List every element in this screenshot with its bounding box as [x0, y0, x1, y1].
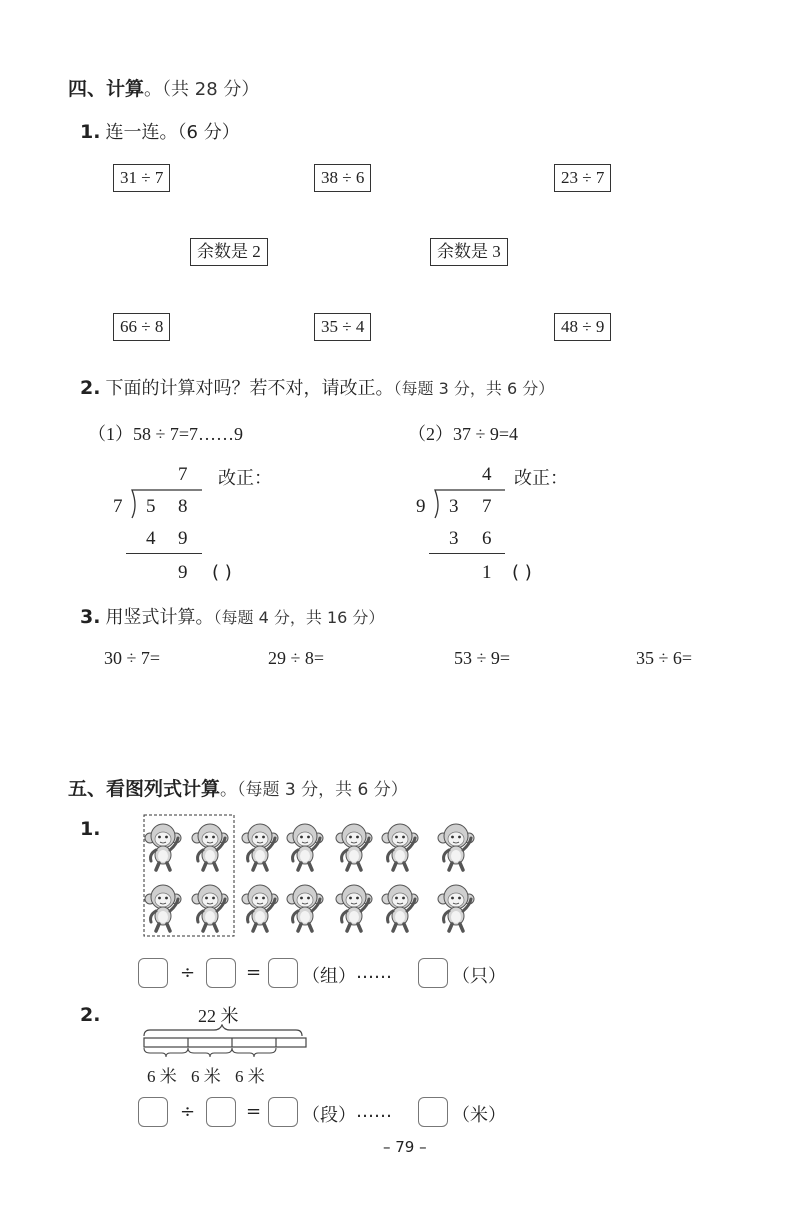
q3-note: （每题 4 分，共 16 分）	[213, 608, 385, 627]
ld2-quotient: 4	[482, 464, 492, 485]
s5-q1-answer-dividend[interactable]	[138, 958, 168, 988]
page-number: – 79 –	[383, 1138, 427, 1156]
q2-item1-label: （1）58 ÷ 7=7……9	[88, 424, 244, 444]
match-box-31-7[interactable]: 31 ÷ 7	[113, 164, 170, 192]
ld2-product-tens: 3	[449, 528, 459, 549]
monkey-7	[438, 824, 474, 870]
rope-total-brace	[144, 1025, 302, 1036]
q2-heading	[80, 374, 554, 400]
section-5-heading	[68, 774, 408, 801]
monkey-grid	[142, 813, 482, 939]
q3-title: 用竖式计算。	[105, 607, 214, 628]
monkey-13	[382, 885, 418, 931]
match-box-48-9[interactable]: 48 ÷ 9	[554, 313, 611, 341]
s5-q1-answer-quotient[interactable]	[268, 958, 298, 988]
ld2-dividend-ones: 7	[482, 496, 492, 517]
s5-q1-dots: ……	[356, 962, 392, 983]
ld2-answer-paren[interactable]: ( )	[512, 562, 532, 583]
q2-number: 2.	[80, 377, 101, 399]
ld1-product-tens: 4	[146, 528, 156, 549]
s5-q2-answer-divisor[interactable]	[206, 1097, 236, 1127]
ld1-divisor: 7	[113, 496, 123, 517]
section-4-title: 四、计算	[68, 78, 145, 100]
segment-label-2: 6 米	[191, 1067, 221, 1086]
monkey-9	[192, 885, 228, 931]
match-box-66-8[interactable]: 66 ÷ 8	[113, 313, 170, 341]
ld2-remainder: 1	[482, 562, 492, 583]
s5-q1-number: 1.	[80, 818, 101, 840]
q1-number: 1.	[80, 121, 101, 143]
ld2-product-ones: 6	[482, 528, 492, 549]
q3-problem-4[interactable]: 35 ÷ 6=	[636, 648, 693, 668]
q1-heading	[80, 118, 240, 144]
ld2-dividend-tens: 3	[449, 496, 459, 517]
match-box-23-7[interactable]: 23 ÷ 7	[554, 164, 611, 192]
s5-q2-number: 2.	[80, 1004, 101, 1026]
monkey-8	[145, 885, 181, 931]
q3-heading	[80, 603, 384, 629]
segment-brace-3	[232, 1048, 276, 1057]
monkey-1	[145, 824, 181, 870]
match-box-remainder-2[interactable]: 余数是 2	[190, 238, 268, 266]
s5-q1-unit-groups: （组）	[302, 966, 356, 987]
q2-title: 下面的计算对吗？若不对，请改正。	[105, 378, 394, 399]
segment-label-3: 6 米	[235, 1067, 265, 1086]
q2-note: （每题 3 分，共 6 分）	[393, 379, 555, 398]
s5-q1-answer-remainder[interactable]	[418, 958, 448, 988]
ld2-bracket	[425, 488, 515, 520]
s5-q2-unit-meters: （米）	[452, 1105, 506, 1126]
segment-brace-2	[188, 1048, 232, 1057]
ld1-quotient: 7	[178, 464, 188, 485]
monkey-12	[336, 885, 372, 931]
s5-q2-answer-dividend[interactable]	[138, 1097, 168, 1127]
ld1-product-ones: 9	[178, 528, 188, 549]
ld1-answer-paren[interactable]: ( )	[212, 562, 232, 583]
s5-q1-equals-sign: =	[246, 962, 262, 983]
monkey-6	[382, 824, 418, 870]
monkey-14	[438, 885, 474, 931]
ld1-remainder: 9	[178, 562, 188, 583]
s5-q2-unit-segments: （段）	[302, 1105, 356, 1126]
section-4-suffix: 。（共 28 分）	[144, 79, 260, 100]
s5-q2-dots: ……	[356, 1101, 392, 1122]
section-5-title: 五、看图列式计算	[68, 778, 221, 800]
q3-problem-3[interactable]: 53 ÷ 9=	[454, 648, 511, 668]
q1-title: 连一连。（6 分）	[105, 122, 240, 143]
monkey-4	[287, 824, 323, 870]
section-5-suffix: 。（每题 3 分，共 6 分）	[220, 780, 408, 800]
monkey-3	[242, 824, 278, 870]
monkey-5	[336, 824, 372, 870]
q3-problem-1[interactable]: 30 ÷ 7=	[104, 648, 161, 668]
segment-label-1: 6 米	[147, 1067, 177, 1086]
ld1-correction-label: 改正：	[218, 468, 272, 489]
ld2-correction-label: 改正：	[514, 468, 568, 489]
rope-bar	[144, 1038, 306, 1047]
segment-brace-1	[144, 1048, 188, 1057]
ld2-divisor: 9	[416, 496, 426, 517]
s5-q2-divide-sign: ÷	[180, 1101, 196, 1122]
s5-q1-answer-divisor[interactable]	[206, 958, 236, 988]
ld1-rule	[126, 553, 202, 554]
q3-problem-2[interactable]: 29 ÷ 8=	[268, 648, 325, 668]
monkey-11	[287, 885, 323, 931]
match-box-38-6[interactable]: 38 ÷ 6	[314, 164, 371, 192]
ld1-dividend-ones: 8	[178, 496, 188, 517]
q2-item2-label: （2）37 ÷ 9=4	[408, 424, 519, 444]
s5-q2-equals-sign: =	[246, 1101, 262, 1122]
match-box-35-4[interactable]: 35 ÷ 4	[314, 313, 371, 341]
s5-q1-unit-items: （只）	[452, 966, 506, 987]
s5-q1-divide-sign: ÷	[180, 962, 196, 983]
ld1-dividend-tens: 5	[146, 496, 156, 517]
ld1-bracket	[122, 488, 212, 520]
q3-number: 3.	[80, 606, 101, 628]
match-box-remainder-3[interactable]: 余数是 3	[430, 238, 508, 266]
s5-q2-answer-remainder[interactable]	[418, 1097, 448, 1127]
monkey-2	[192, 824, 228, 870]
ld2-rule	[429, 553, 505, 554]
monkey-10	[242, 885, 278, 931]
s5-q2-answer-quotient[interactable]	[268, 1097, 298, 1127]
section-4-heading	[68, 74, 259, 101]
rope-total-label: 22 米	[198, 1006, 239, 1026]
rope-diagram	[140, 1024, 312, 1060]
